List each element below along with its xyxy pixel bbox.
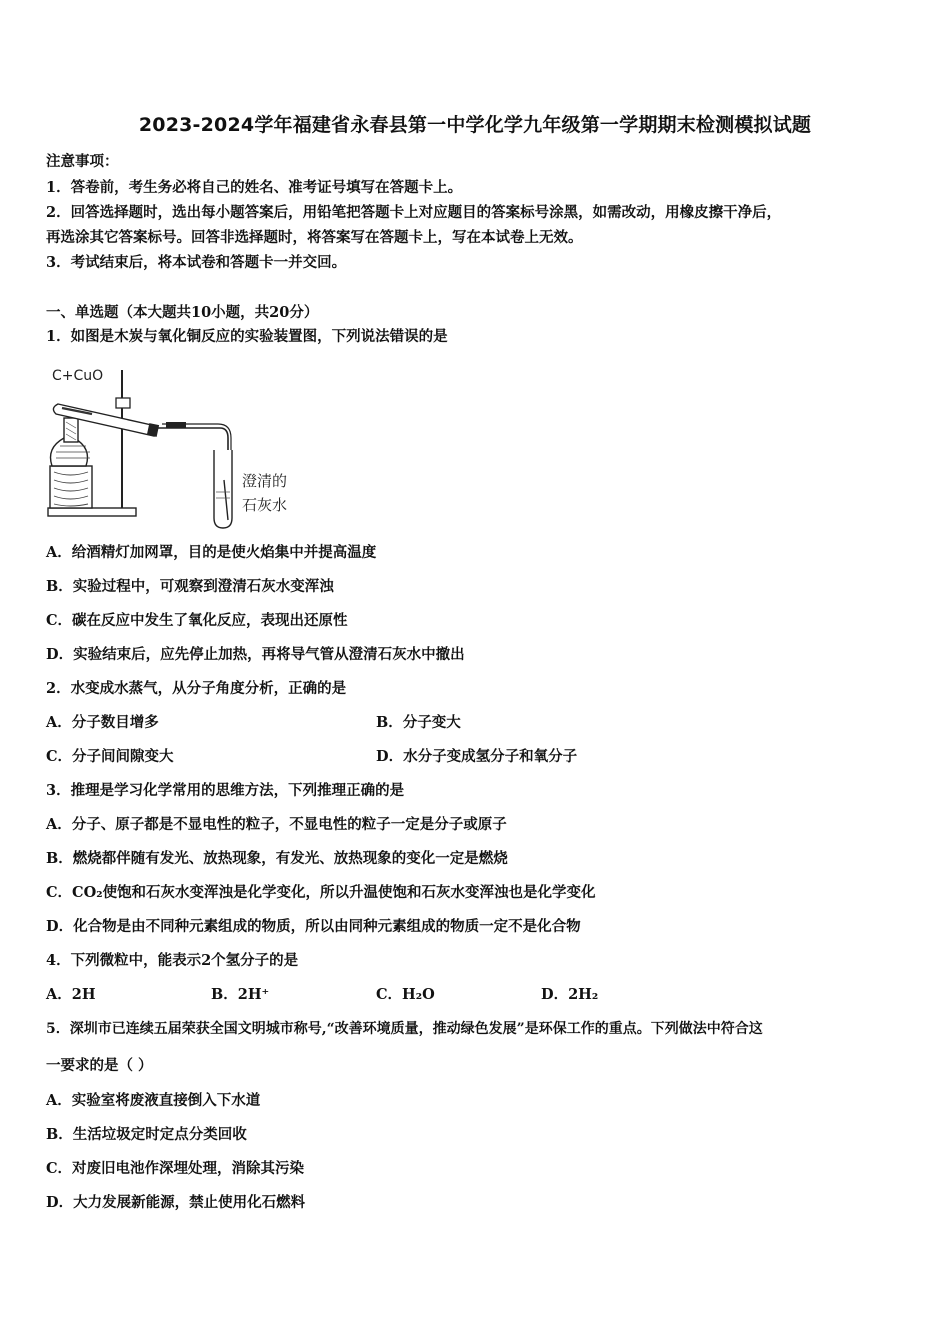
option-a: A．给酒精灯加网罩，目的是使火焰集中并提高温度 bbox=[46, 544, 377, 561]
question-stem: 5．深圳市已连续五届荣获全国文明城市称号,“改善环境质量，推动绿色发展”是环保工作的重点。下列做法中符合这 bbox=[46, 1021, 763, 1037]
option-c: C．分子间间隙变大 bbox=[46, 748, 174, 765]
reactants-label: C+CuO bbox=[52, 368, 104, 384]
question-stem: 4．下列微粒中，能表示2个氢分子的是 bbox=[46, 952, 299, 969]
option-b: B．生活垃圾定时定点分类回收 bbox=[46, 1126, 247, 1143]
option-d: D．大力发展新能源，禁止使用化石燃料 bbox=[46, 1194, 306, 1211]
option-a: A．实验室将废液直接倒入下水道 bbox=[46, 1092, 261, 1109]
option-b: B．分子变大 bbox=[376, 714, 461, 731]
limewater-label-1: 澄清的 bbox=[242, 472, 288, 490]
option-d: D．实验结束后，应先停止加热，再将导气管从澄清石灰水中撤出 bbox=[46, 646, 465, 663]
option-d: D．化合物是由不同种元素组成的物质，所以由同种元素组成的物质一定不是化合物 bbox=[46, 918, 581, 935]
stand-base bbox=[48, 508, 136, 516]
notice-item: 2．回答选择题时，选出每小题答案后，用铅笔把答题卡上对应题目的答案标号涂黑，如需改动，用橡皮擦干净后， bbox=[46, 204, 782, 221]
question-stem: 2．水变成水蒸气，从分子角度分析，正确的是 bbox=[46, 680, 347, 697]
option-c: C．对废旧电池作深埋处理，消除其污染 bbox=[46, 1160, 305, 1177]
option-d: D．2H₂ bbox=[541, 986, 599, 1003]
notice-item: 3．考试结束后，将本试卷和答题卡一并交回。 bbox=[46, 254, 347, 271]
option-b: B．燃烧都伴随有发光、放热现象，有发光、放热现象的变化一定是燃烧 bbox=[46, 850, 508, 867]
notice-item: 再选涂其它答案标号。回答非选择题时，将答案写在答题卡上，写在本试卷上无效。 bbox=[46, 229, 583, 246]
question-stem: 1．如图是木炭与氧化铜反应的实验装置图，下列说法错误的是 bbox=[46, 328, 448, 345]
limewater-tube bbox=[214, 450, 232, 528]
question-stem: 3．推理是学习化学常用的思维方法，下列推理正确的是 bbox=[46, 782, 405, 799]
lamp-mesh bbox=[64, 418, 78, 442]
page-title: 2023-2024学年福建省永春县第一中学化学九年级第一学期期末检测模拟试题 bbox=[138, 114, 812, 136]
option-a: A．分子、原子都是不显电性的粒子，不显电性的粒子一定是分子或原子 bbox=[46, 816, 507, 833]
limewater-label-2: 石灰水 bbox=[242, 496, 288, 514]
option-a: A．2H bbox=[46, 986, 96, 1003]
option-c: C．CO₂使饱和石灰水变浑浊是化学变化，所以升温使饱和石灰水变浑浊也是化学变化 bbox=[46, 884, 596, 901]
notice-item: 1．答卷前，考生务必将自己的姓名、准考证号填写在答题卡上。 bbox=[46, 179, 463, 196]
option-b: B．实验过程中，可观察到澄清石灰水变浑浊 bbox=[46, 578, 334, 595]
notice-heading: 注意事项： bbox=[46, 153, 119, 170]
option-d: D．水分子变成氢分子和氧分子 bbox=[376, 748, 578, 765]
option-c: C．碳在反应中发生了氧化反应，表现出还原性 bbox=[46, 612, 348, 629]
option-c: C．H₂O bbox=[376, 986, 435, 1003]
option-a: A．分子数目增多 bbox=[46, 714, 159, 731]
question-stem-continued: 一要求的是（ ） bbox=[46, 1057, 153, 1074]
apparatus-figure bbox=[44, 360, 304, 530]
section-heading: 一、单选题（本大题共10小题，共20分） bbox=[46, 304, 319, 321]
option-b: B．2H⁺ bbox=[211, 986, 270, 1003]
